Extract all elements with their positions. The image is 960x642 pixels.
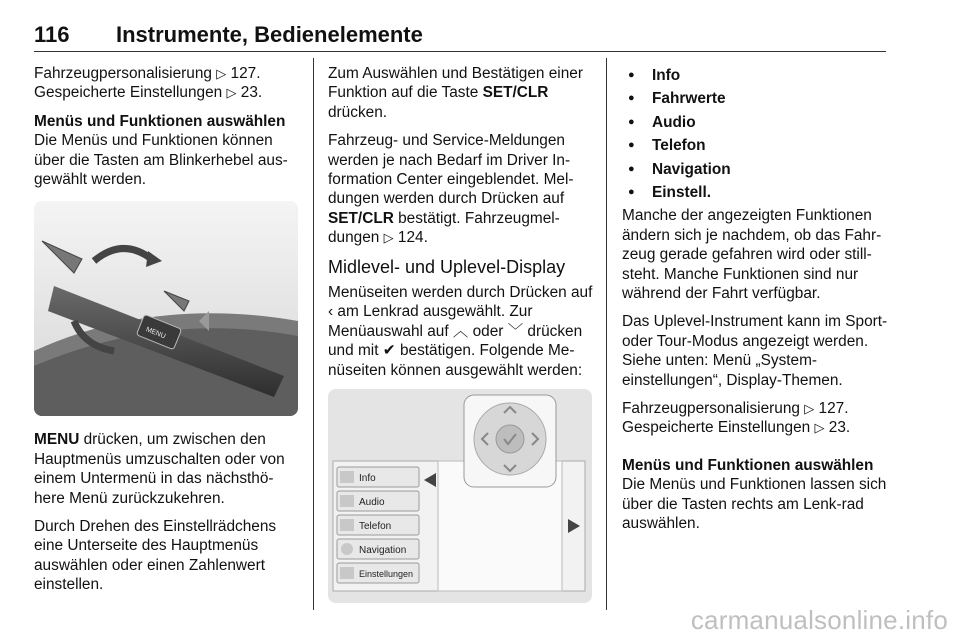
- display-menu-item: Telefon: [359, 521, 392, 533]
- navigation-icon: [341, 543, 353, 555]
- watermark: carmanualsonline.info: [690, 605, 948, 635]
- paragraph: Menüseiten werden durch Drücken auf ‹ am Lenkrad ausgewählt. Zur Menüauswahl auf ︿ oder ﹀ drücken und mit ✔ bestätigen. Folgende Me-nüseiten können ausgewählt werden:: [328, 284, 593, 379]
- reference-arrow-icon: ▷: [383, 230, 394, 246]
- xref-line: Fahrzeugpersonalisierung ▷ 127.: [622, 400, 849, 417]
- display-menu-item: Einstellungen: [359, 569, 414, 580]
- list-item: ● Fahrwerte: [622, 87, 890, 110]
- display-menu-list: [337, 467, 419, 583]
- list-item: ● Telefon: [622, 134, 890, 157]
- paragraph: Die Menüs und Funktionen lassen sich über die Tasten rechts am Lenk-rad auswählen.: [622, 476, 887, 533]
- section-heading: Menüs und Funktionen auswählen: [34, 112, 286, 130]
- ok-button: [496, 425, 524, 453]
- page-title: Instrumente, Bedienelemente: [116, 22, 423, 47]
- display-menu-illustration: [328, 389, 592, 603]
- settings-icon: [340, 567, 354, 579]
- header-rule: [34, 51, 886, 52]
- reference-arrow-icon: ▷: [226, 85, 237, 101]
- display-menu-item: Info: [359, 473, 376, 485]
- chevron-up-icon: ︿: [452, 322, 469, 340]
- display-menu-item: Audio: [359, 497, 385, 509]
- list-item: ● Einstell.: [622, 181, 890, 204]
- chevron-left-icon: ‹: [328, 303, 334, 321]
- paragraph: Das Uplevel-Instrument kann im Sport- oder Tour-Modus angezeigt werden. Siehe unten: Menü „System-einstellungen“, Display-Themen.: [622, 313, 888, 389]
- xref-line: Gespeicherte Einstellungen ▷ 23.: [34, 84, 263, 102]
- menu-button-label: MENU: [144, 326, 167, 341]
- chevron-down-icon: ﹀: [507, 322, 524, 340]
- paragraph: Fahrzeug- und Service-Meldungen werden je nach Bedarf im Driver In-formation Center eingeblendet. Mel-dungen werden durch Drücken auf SET/CLR bestätigt. Fahrzeugmel-dungen ▷ 124.: [328, 132, 574, 247]
- xref-line: Fahrzeugpersonalisierung ▷ 127.: [34, 65, 261, 82]
- paragraph: Zum Auswählen und Bestätigen einer Funktion auf die Taste SET/CLR drücken.: [328, 65, 583, 121]
- xref-line: Gespeicherte Einstellungen ▷ 23.: [622, 419, 851, 437]
- list-item: ● Audio: [622, 111, 890, 134]
- info-icon: [340, 471, 354, 483]
- section-heading: Menüs und Funktionen auswählen: [622, 456, 874, 474]
- column-2: [328, 64, 596, 603]
- menu-page-list: [622, 64, 890, 204]
- paragraph: Die Menüs und Funktionen können über die Tasten am Blinkerhebel aus-gewählt werden.: [34, 132, 288, 189]
- column-3: [622, 64, 890, 542]
- reference-arrow-icon: ▷: [814, 420, 825, 436]
- display-menu-item: Navigation: [359, 545, 407, 557]
- audio-icon: [340, 495, 354, 507]
- reference-arrow-icon: ▷: [216, 66, 227, 81]
- checkmark-icon: ✔: [382, 342, 396, 360]
- paragraph: MENU drücken, um zwischen den Hauptmenüs umzuschalten oder von einem Untermenü in das nächsthö-here Menü zurückzukehren.: [34, 431, 285, 507]
- paragraph: Durch Drehen des Einstellrädchens eine Unterseite des Hauptmenüs auswählen oder einen Zahlenwert einstellen.: [34, 518, 277, 594]
- reference-arrow-icon: ▷: [804, 401, 815, 416]
- column-divider-1: [313, 58, 314, 610]
- page-number: 116: [34, 22, 70, 47]
- phone-icon: [340, 519, 354, 531]
- turn-signal-stalk-illustration: [34, 201, 298, 416]
- column-1: [34, 64, 302, 604]
- column-divider-2: [606, 58, 607, 610]
- paragraph: Manche der angezeigten Funktionen ändern sich je nachdem, ob das Fahr-zeug gerade gefahren wird oder still-steht. Manche Funktionen sind nur während der Fahrt verfügbar.: [622, 207, 882, 302]
- list-item: ● Navigation: [622, 158, 890, 181]
- page-header: [34, 22, 886, 50]
- section-heading: Midlevel- und Uplevel-Display: [328, 256, 566, 277]
- list-item: ● Info: [622, 64, 890, 87]
